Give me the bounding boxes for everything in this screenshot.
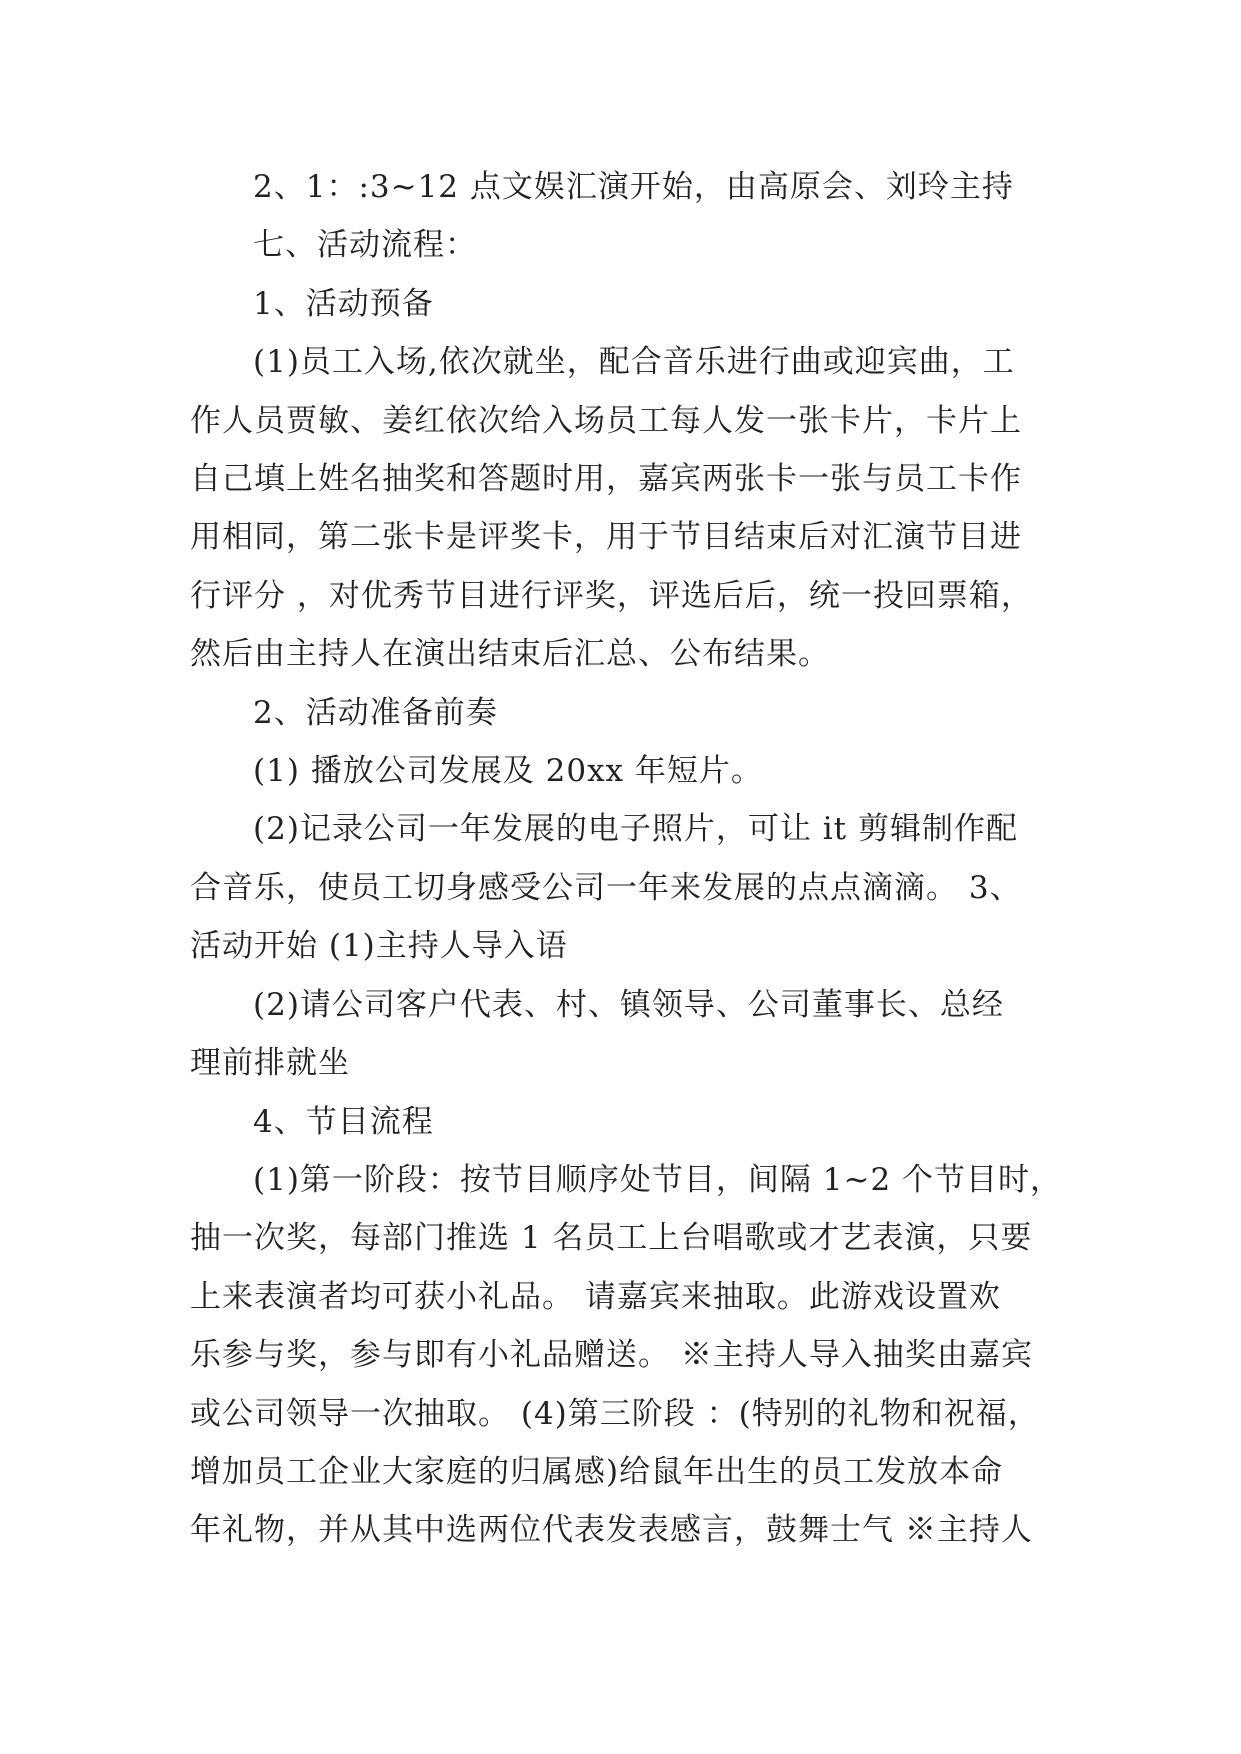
text-line: 上来表演者均可获小礼品。 请嘉宾来抽取。此游戏设置欢	[190, 1278, 1001, 1315]
text-line: 作人员贾敏、姜红依次给入场员工每人发一张卡片，卡片上	[190, 402, 1022, 439]
text-line: 合音乐，使员工切身感受公司一年来发展的点点滴滴。 3、	[190, 869, 1022, 906]
section-heading: 七、活动流程：	[253, 227, 477, 264]
text-line: 抽一次奖，每部门推选 1 名员工上台唱歌或才艺表演，只要	[190, 1220, 1033, 1257]
text-line: (2)请公司客户代表、村、镇领导、公司董事长、总经	[253, 986, 1004, 1023]
subsection-heading: 4、节目流程	[253, 1103, 434, 1140]
text-line: 2、1：:3~12 点文娱汇演开始，由高原会、刘玲主持	[253, 169, 1014, 205]
text-line: (1) 播放公司发展及 20xx 年短片。	[253, 753, 763, 790]
subsection-heading: 1、活动预备	[253, 285, 434, 322]
text-line: 然后由主持人在演出结束后汇总、公布结果。	[190, 636, 830, 673]
text-line: 用相同，第二张卡是评奖卡，用于节目结束后对汇演节目进	[190, 519, 1022, 556]
text-line: 或公司领导一次抽取。 (4)第三阶段 ：(特别的礼物和祝福，	[190, 1395, 1040, 1432]
text-line: 活动开始 (1)主持人导入语	[190, 928, 568, 965]
text-line: (1)第一阶段：按节目顺序处节目，间隔 1~2 个节目时，	[253, 1161, 1063, 1198]
document-body	[190, 158, 1063, 1560]
text-line: (1)员工入场,依次就坐，配合音乐进行曲或迎宾曲，工	[253, 344, 1015, 381]
text-line: (2)记录公司一年发展的电子照片，可让 it 剪辑制作配	[253, 811, 1018, 848]
text-line: 乐参与奖，参与即有小礼品赠送。 ※主持人导入抽奖由嘉宾	[190, 1337, 1033, 1374]
text-line: 行评分 ，对优秀节目进行评奖，评选后后，统一投回票箱，	[190, 577, 1033, 614]
text-line: 自己填上姓名抽奖和答题时用，嘉宾两张卡一张与员工卡作	[190, 461, 1022, 498]
text-line: 理前排就坐	[190, 1045, 350, 1082]
subsection-heading: 2、活动准备前奏	[253, 694, 498, 731]
text-line: 年礼物，并从其中选两位代表发表感言，鼓舞士气 ※主持人	[190, 1512, 1033, 1549]
text-line: 增加员工企业大家庭的归属感)给鼠年出生的员工发放本命	[190, 1453, 1004, 1490]
